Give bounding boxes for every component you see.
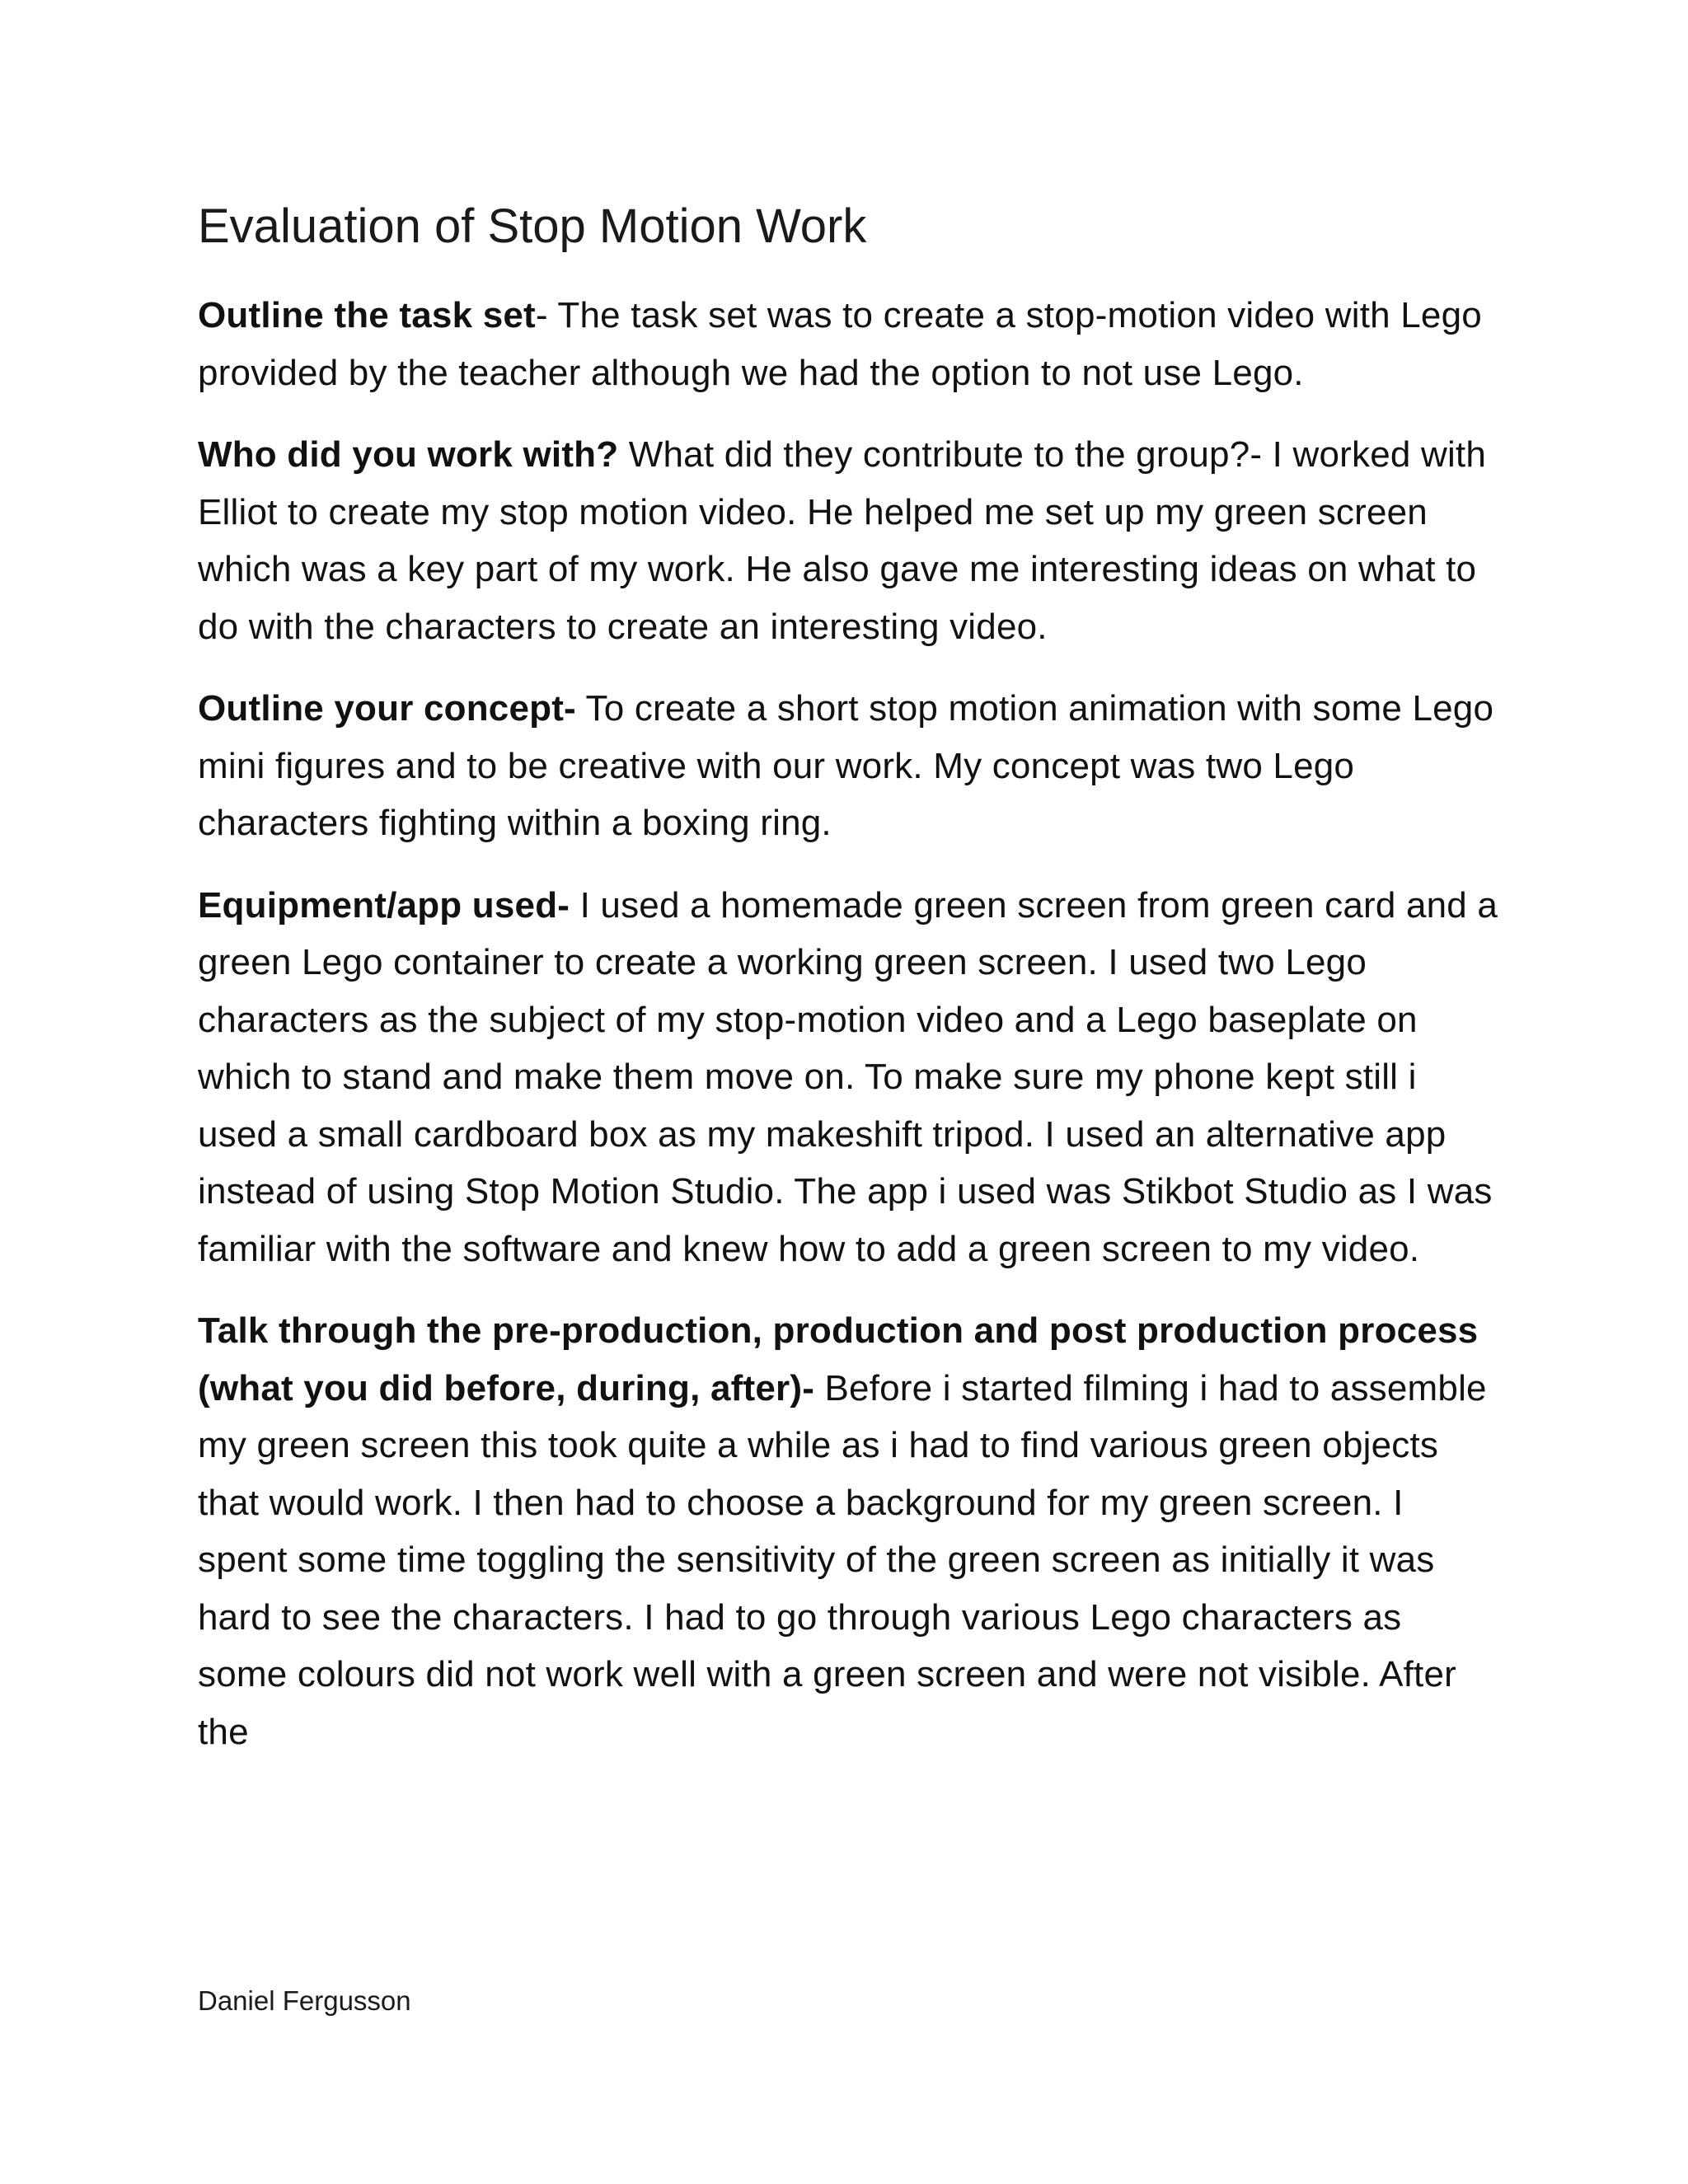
section-question: Talk through the pre-production, production and post production process (what you did before, during, after)- <box>198 1310 1479 1408</box>
document-body <box>198 196 1500 1785</box>
section-question: Outline your concept- <box>198 688 576 729</box>
section-equipment <box>198 877 1500 1278</box>
page-footer-author: Daniel Fergusson <box>198 1985 411 2016</box>
section-question: Equipment/app used- <box>198 884 570 926</box>
section-question: Outline the task set <box>198 295 536 335</box>
section-task-set <box>198 287 1500 401</box>
section-answer: What did they contribute to the group?- I worked with Elliot to create my stop motion video. He helped me set up my green screen which was a key part of my work. He also gave me interesting ideas on what to do with the characters to create an interesting video. <box>198 434 1487 647</box>
section-concept <box>198 680 1500 852</box>
section-production-process <box>198 1302 1500 1760</box>
section-answer: To create a short stop motion animation with some Lego mini figures and to be creative with our work. My concept was two Lego characters fighting within a boxing ring. <box>198 688 1494 843</box>
document-title: Evaluation of Stop Motion Work <box>198 199 867 253</box>
section-who-worked-with <box>198 426 1500 655</box>
section-question: Who did you work with? <box>198 434 619 475</box>
section-answer: I used a homemade green screen from green card and a green Lego container to create a working green screen. I used two Lego characters as the subject of my stop-motion video and a Lego baseplate on which to stand and make them move on. To make sure my phone kept still i used a small cardboard box as my makeshift tripod. I used an alternative app instead of using Stop Motion Studio. The app i used was Stikbot Studio as I was familiar with the software and knew how to add a green screen to my video. <box>198 884 1498 1269</box>
section-answer: - The task set was to create a stop-motion video with Lego provided by the teacher although we had the option to not use Lego. <box>198 295 1482 393</box>
section-answer: Before i started filming i had to assemble my green screen this took quite a while as i had to find various green objects that would work. I then had to choose a background for my green screen. I spent some time toggling the sensitivity of the green screen as initially it was hard to see the characters. I had to go through various Lego characters as some colours did not work well with a green screen and were not visible. After the <box>198 1367 1487 1752</box>
